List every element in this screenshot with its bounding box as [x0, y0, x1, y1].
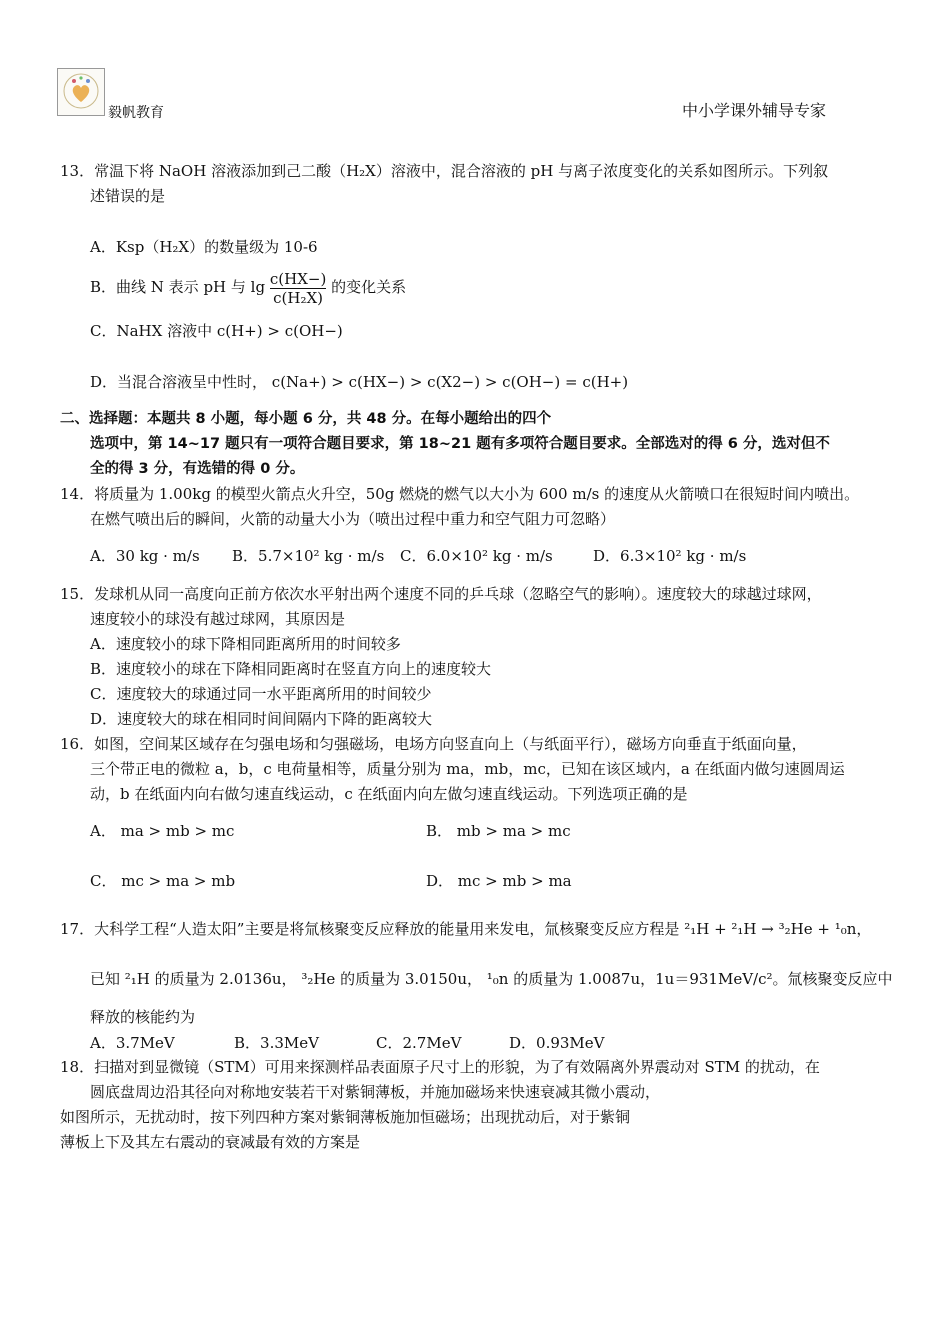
q13-option-b-fraction — [270, 270, 326, 307]
q17-option-a: A．3.7MeV — [90, 1034, 175, 1052]
header-slogan: 中小学课外辅导专家 — [682, 101, 827, 120]
q18-stem-line3: 如图所示，无扰动时，按下列四种方案对紫铜薄板施加恒磁场；出现扰动后，对于紫铜 — [60, 1108, 631, 1126]
q13-stem-line1: 13．常温下将 NaOH 溶液添加到己二酸（H₂X）溶液中，混合溶液的 pH 与离子浓度变化的关系如图所示。下列叙 — [60, 162, 829, 180]
q14-stem-line2: 在燃气喷出后的瞬间，火箭的动量大小为（喷出过程中重力和空气阻力可忽略） — [90, 510, 616, 528]
fraction-numerator: c(HX−) — [269, 269, 327, 288]
brand-logo — [57, 68, 105, 116]
q17-option-c: C．2.7MeV — [376, 1034, 462, 1052]
q13-option-c: C．NaHX 溶液中 c(H+) > c(OH−) — [90, 322, 343, 340]
q17-option-d: D．0.93MeV — [509, 1034, 605, 1052]
q17-stem-line3: 释放的核能约为 — [90, 1008, 196, 1026]
q15-option-a: A．速度较小的球下降相同距离所用的时间较多 — [90, 635, 401, 653]
section2-heading-line1: 二、选择题：本题共 8 小题，每小题 6 分，共 48 分。在每小题给出的四个 — [60, 411, 552, 427]
q17-stem-line2: 已知 ²₁H 的质量为 2.0136u， ³₂He 的质量为 3.0150u， ¹₀n 的质量为 1.0087u，1u＝931MeV/c²。氚核聚变反应中 — [90, 970, 893, 988]
q16-option-a: A． ma > mb > mc — [90, 822, 235, 840]
q13-option-b — [90, 262, 406, 312]
q16-option-c: C． mc > ma > mb — [90, 872, 236, 890]
q15-option-d: D．速度较大的球在相同时间间隔内下降的距离较大 — [90, 710, 433, 728]
section2-heading-line2: 选项中，第 14~17 题只有一项符合题目要求，第 18~21 题有多项符合题目要求。全部选对的得 6 分，选对但不 — [90, 436, 830, 452]
q16-option-d: D． mc > mb > ma — [426, 872, 572, 890]
q13-option-b-prefix: B．曲线 N 表示 pH 与 lg — [90, 278, 266, 296]
fraction-denominator: c(H₂X) — [273, 288, 324, 307]
q16-stem-line2: 三个带正电的微粒 a，b，c 电荷量相等，质量分别为 ma，mb，mc，已知在该区域内，a 在纸面内做匀速圆周运 — [90, 760, 845, 778]
q14-option-d: D．6.3×10² kg · m/s — [593, 547, 747, 565]
q15-stem-line2: 速度较小的球没有越过球网，其原因是 — [90, 610, 346, 628]
brand-name: 毅帆教育 — [108, 105, 164, 121]
q17-option-b: B．3.3MeV — [234, 1034, 319, 1052]
q15-option-c: C．速度较大的球通过同一水平距离所用的时间较少 — [90, 685, 432, 703]
q18-stem-line2: 圆底盘周边沿其径向对称地安装若干对紫铜薄板，并施加磁场来快速衰减其微小震动， — [90, 1083, 661, 1101]
q14-option-c: C．6.0×10² kg · m/s — [400, 547, 553, 565]
q13-option-a: A．Ksp（H₂X）的数量级为 10-6 — [90, 238, 318, 256]
q15-stem-line1: 15．发球机从同一高度向正前方依次水平射出两个速度不同的乒乓球（忽略空气的影响）。速度较大的球越过球网， — [60, 585, 822, 603]
q18-stem-line4: 薄板上下及其左右震动的衰减最有效的方案是 — [60, 1133, 361, 1151]
q18-stem-line1: 18．扫描对到显微镜（STM）可用来探测样品表面原子尺寸上的形貌，为了有效隔离外界震动对 STM 的扰动，在 — [60, 1058, 820, 1076]
q16-stem-line3: 动，b 在纸面内向右做匀速直线运动，c 在纸面内向左做匀速直线运动。下列选项正确的是 — [90, 785, 688, 803]
logo-heart-icon — [58, 69, 104, 115]
q14-option-a: A．30 kg · m/s — [90, 547, 200, 565]
section2-heading-line3: 全的得 3 分，有选错的得 0 分。 — [90, 461, 305, 477]
q16-option-b: B． mb > ma > mc — [426, 822, 571, 840]
q17-stem-line1: 17．大科学工程“人造太阳”主要是将氚核聚变反应释放的能量用来发电，氚核聚变反应方程是 ²₁H + ²₁H → ³₂He + ¹₀n， — [60, 920, 872, 938]
q15-option-b: B．速度较小的球在下降相同距离时在竖直方向上的速度较大 — [90, 660, 492, 678]
q13-option-d: D．当混合溶液呈中性时， c(Na+) > c(HX−) > c(X2−) > c(OH−) = c(H+) — [90, 373, 629, 391]
q14-option-b: B．5.7×10² kg · m/s — [232, 547, 385, 565]
q13-option-b-suffix: 的变化关系 — [331, 278, 407, 296]
q14-stem-line1: 14．将质量为 1.00kg 的模型火箭点火升空，50g 燃烧的燃气以大小为 600 m/s 的速度从火箭喷口在很短时间内喷出。 — [60, 485, 860, 503]
q16-stem-line1: 16．如图，空间某区域存在匀强电场和匀强磁场，电场方向竖直向上（与纸面平行），磁场方向垂直于纸面向量， — [60, 735, 807, 753]
q13-stem-line2: 述错误的是 — [90, 187, 166, 205]
